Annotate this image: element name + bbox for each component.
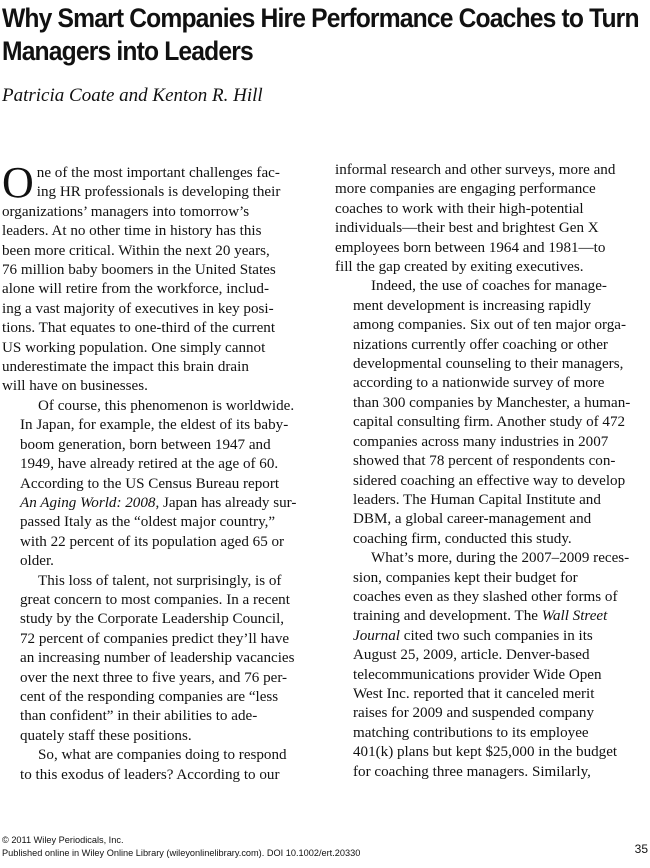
text-line: [335, 161, 648, 180]
left-text-column: [2, 158, 314, 785]
drop-cap: O: [2, 158, 34, 207]
text-line: [2, 358, 314, 377]
text-line: [2, 164, 314, 183]
line-text: So, what are companies doing to respond: [38, 747, 287, 764]
line-text: over the next three to five years, and 76 per-: [20, 669, 288, 686]
line-text: According to the US Census Bureau report: [20, 475, 280, 492]
text-line: [335, 472, 648, 491]
text-line: [335, 607, 648, 626]
text-line: [335, 588, 648, 607]
text-line: [2, 436, 314, 455]
line-text: been more critical. Within the next 20 years,: [2, 242, 270, 259]
body-paragraph: [335, 277, 648, 549]
text-line: [2, 513, 314, 532]
text-line: [335, 685, 648, 704]
line-text: individuals—their best and brightest Gen X: [335, 220, 599, 237]
text-line: [335, 258, 648, 277]
title-line-2: Managers into Leaders: [2, 36, 253, 66]
text-line: [335, 646, 648, 665]
text-line: [335, 724, 648, 743]
line-text: companies across many industries in 2007: [353, 433, 609, 450]
article-title: [2, 2, 639, 68]
text-line: [2, 242, 314, 261]
line-text: cent of the responding companies are “less: [20, 688, 279, 705]
text-line: [2, 222, 314, 241]
text-line: [2, 630, 314, 649]
line-text: sion, companies kept their budget for: [353, 569, 578, 586]
line-text: training and development. The: [353, 608, 542, 625]
body-paragraph: [335, 161, 648, 277]
text-line: [2, 377, 314, 396]
line-text: Of course, this phenomenon is worldwide.: [38, 397, 295, 414]
line-text: more companies are engaging performance: [335, 181, 596, 198]
text-line: [2, 339, 314, 358]
text-line: [335, 666, 648, 685]
line-text: , Japan has already sur-: [155, 494, 297, 511]
line-text: Indeed, the use of coaches for manage-: [371, 278, 607, 295]
text-line: [335, 180, 648, 199]
text-line: [335, 394, 648, 413]
text-line: [335, 200, 648, 219]
text-line: [335, 530, 648, 549]
line-text: coaches to work with their high-potential: [335, 200, 584, 217]
title-line-1: Why Smart Companies Hire Performance Coaches to Turn: [2, 3, 639, 33]
line-text: quately staff these positions.: [20, 727, 192, 744]
line-text: telecommunications provider Wide Open: [353, 666, 602, 683]
text-line: [2, 533, 314, 552]
line-text: DBM, a global career-management and: [353, 511, 592, 528]
line-text: older.: [20, 553, 54, 570]
body-paragraph: [2, 158, 314, 397]
text-line: [335, 219, 648, 238]
text-line: [335, 433, 648, 452]
text-line: [2, 300, 314, 319]
text-line: [2, 494, 314, 513]
line-text: organizations’ managers into tomorrow’s: [2, 203, 250, 220]
line-text: employees born between 1964 and 1981—to: [335, 239, 606, 256]
online-publication-notice: Published online in Wiley Online Library (wileyonlinelibrary.com). DOI 10.1002/ert.20330: [2, 848, 361, 858]
text-line: [2, 552, 314, 571]
line-text: This loss of talent, not surprisingly, is of: [38, 572, 282, 589]
line-text: capital consulting firm. Another study of 472: [353, 414, 626, 431]
text-line: [335, 510, 648, 529]
line-text: ing a vast majority of executives in key posi-: [2, 300, 274, 317]
line-text: US working population. One simply cannot: [2, 339, 266, 356]
text-line: [2, 475, 314, 494]
text-line: [2, 649, 314, 668]
line-text: will have on businesses.: [2, 378, 148, 395]
copyright-notice: © 2011 Wiley Periodicals, Inc.: [2, 835, 124, 845]
text-line: [2, 669, 314, 688]
line-text: among companies. Six out of ten major orga-: [353, 317, 627, 334]
line-text: nizations currently offer coaching or other: [353, 336, 608, 353]
text-line: [2, 319, 314, 338]
body-paragraph: [2, 746, 314, 785]
line-text: underestimate the impact this brain drain: [2, 359, 249, 376]
text-line: [2, 746, 314, 765]
line-text: tions. That equates to one-third of the current: [2, 320, 276, 337]
text-line: [335, 743, 648, 762]
line-text: 76 million baby boomers in the United States: [2, 262, 276, 279]
body-paragraph: [335, 549, 648, 782]
text-line: [335, 355, 648, 374]
line-text: developmental counseling to their managers,: [353, 356, 624, 373]
text-line: [2, 416, 314, 435]
text-line: [335, 277, 648, 296]
text-line: [2, 261, 314, 280]
text-line: [335, 704, 648, 723]
line-text: West Inc. reported that it canceled merit: [353, 685, 595, 702]
text-line: [335, 239, 648, 258]
line-text: ment development is increasing rapidly: [353, 297, 592, 314]
line-text: What’s more, during the 2007–2009 reces-: [371, 550, 630, 567]
line-text: for coaching three managers. Similarly,: [353, 763, 591, 780]
text-line: [335, 336, 648, 355]
text-line: [2, 727, 314, 746]
text-line: [335, 763, 648, 782]
line-text: great concern to most companies. In a recent: [20, 591, 290, 608]
line-text: ing HR professionals is developing their: [36, 184, 281, 201]
italic-title: Wall Street: [541, 608, 608, 625]
text-line: [335, 491, 648, 510]
line-text: informal research and other surveys, more and: [335, 162, 616, 178]
line-text: an increasing number of leadership vacancies: [20, 650, 295, 667]
text-line: [2, 455, 314, 474]
text-line: [2, 688, 314, 707]
text-line: [2, 572, 314, 591]
line-text: coaching firm, conducted this study.: [353, 530, 572, 547]
text-line: [335, 316, 648, 335]
line-text: 72 percent of companies predict they’ll have: [20, 630, 290, 647]
line-text: In Japan, for example, the eldest of its baby-: [20, 417, 289, 434]
line-text: coaches even as they slashed other forms of: [353, 588, 618, 605]
line-text: cited two such companies in its: [399, 627, 593, 644]
text-line: [335, 627, 648, 646]
line-text: August 25, 2009, article. Denver-based: [353, 647, 590, 664]
italic-title: Journal: [353, 627, 400, 644]
line-text: fill the gap created by exiting executives.: [335, 259, 584, 276]
line-text: matching contributions to its employee: [353, 724, 589, 741]
body-paragraph: [2, 397, 314, 572]
text-line: [335, 297, 648, 316]
line-text: according to a nationwide survey of more: [353, 375, 605, 392]
line-text: study by the Corporate Leadership Council,: [20, 611, 285, 628]
line-text: 401(k) plans but kept $25,000 in the budget: [353, 744, 618, 761]
line-text: than 300 companies by Manchester, a human-: [353, 394, 631, 411]
line-text: showed that 78 percent of respondents con-: [353, 453, 616, 470]
text-line: [2, 203, 314, 222]
text-line: [2, 397, 314, 416]
body-paragraph: [2, 572, 314, 747]
line-text: alone will retire from the workforce, includ-: [2, 281, 269, 298]
text-line: [2, 707, 314, 726]
text-line: [2, 591, 314, 610]
line-text: 1949, have already retired at the age of 60.: [20, 456, 279, 473]
text-line: [335, 452, 648, 471]
article-authors: Patricia Coate and Kenton R. Hill: [2, 85, 263, 106]
line-text: raises for 2009 and suspended company: [353, 705, 595, 722]
line-text: passed Italy as the “oldest major country,”: [20, 514, 276, 531]
text-line: [335, 374, 648, 393]
line-text: than confident” in their abilities to ade-: [20, 708, 258, 725]
line-text: leaders. At no other time in history has this: [2, 223, 262, 240]
text-line: [335, 413, 648, 432]
line-text: sidered coaching an effective way to develop: [353, 472, 626, 489]
line-text: to this exodus of leaders? According to our: [20, 766, 280, 783]
text-line: [2, 280, 314, 299]
right-text-column: [335, 161, 648, 782]
text-line: [335, 569, 648, 588]
text-line: [335, 549, 648, 568]
line-text: with 22 percent of its population aged 65 or: [20, 533, 285, 550]
line-text: ne of the most important challenges fac-: [36, 165, 280, 181]
italic-title: An Aging World: 2008: [20, 494, 156, 511]
line-text: boom generation, born between 1947 and: [20, 436, 271, 453]
page-number: 35: [634, 842, 648, 856]
line-text: leaders. The Human Capital Institute and: [353, 491, 601, 508]
footer-publication-info: [2, 834, 360, 860]
text-line: [2, 766, 314, 785]
text-line: [2, 610, 314, 629]
text-line: [2, 183, 314, 202]
